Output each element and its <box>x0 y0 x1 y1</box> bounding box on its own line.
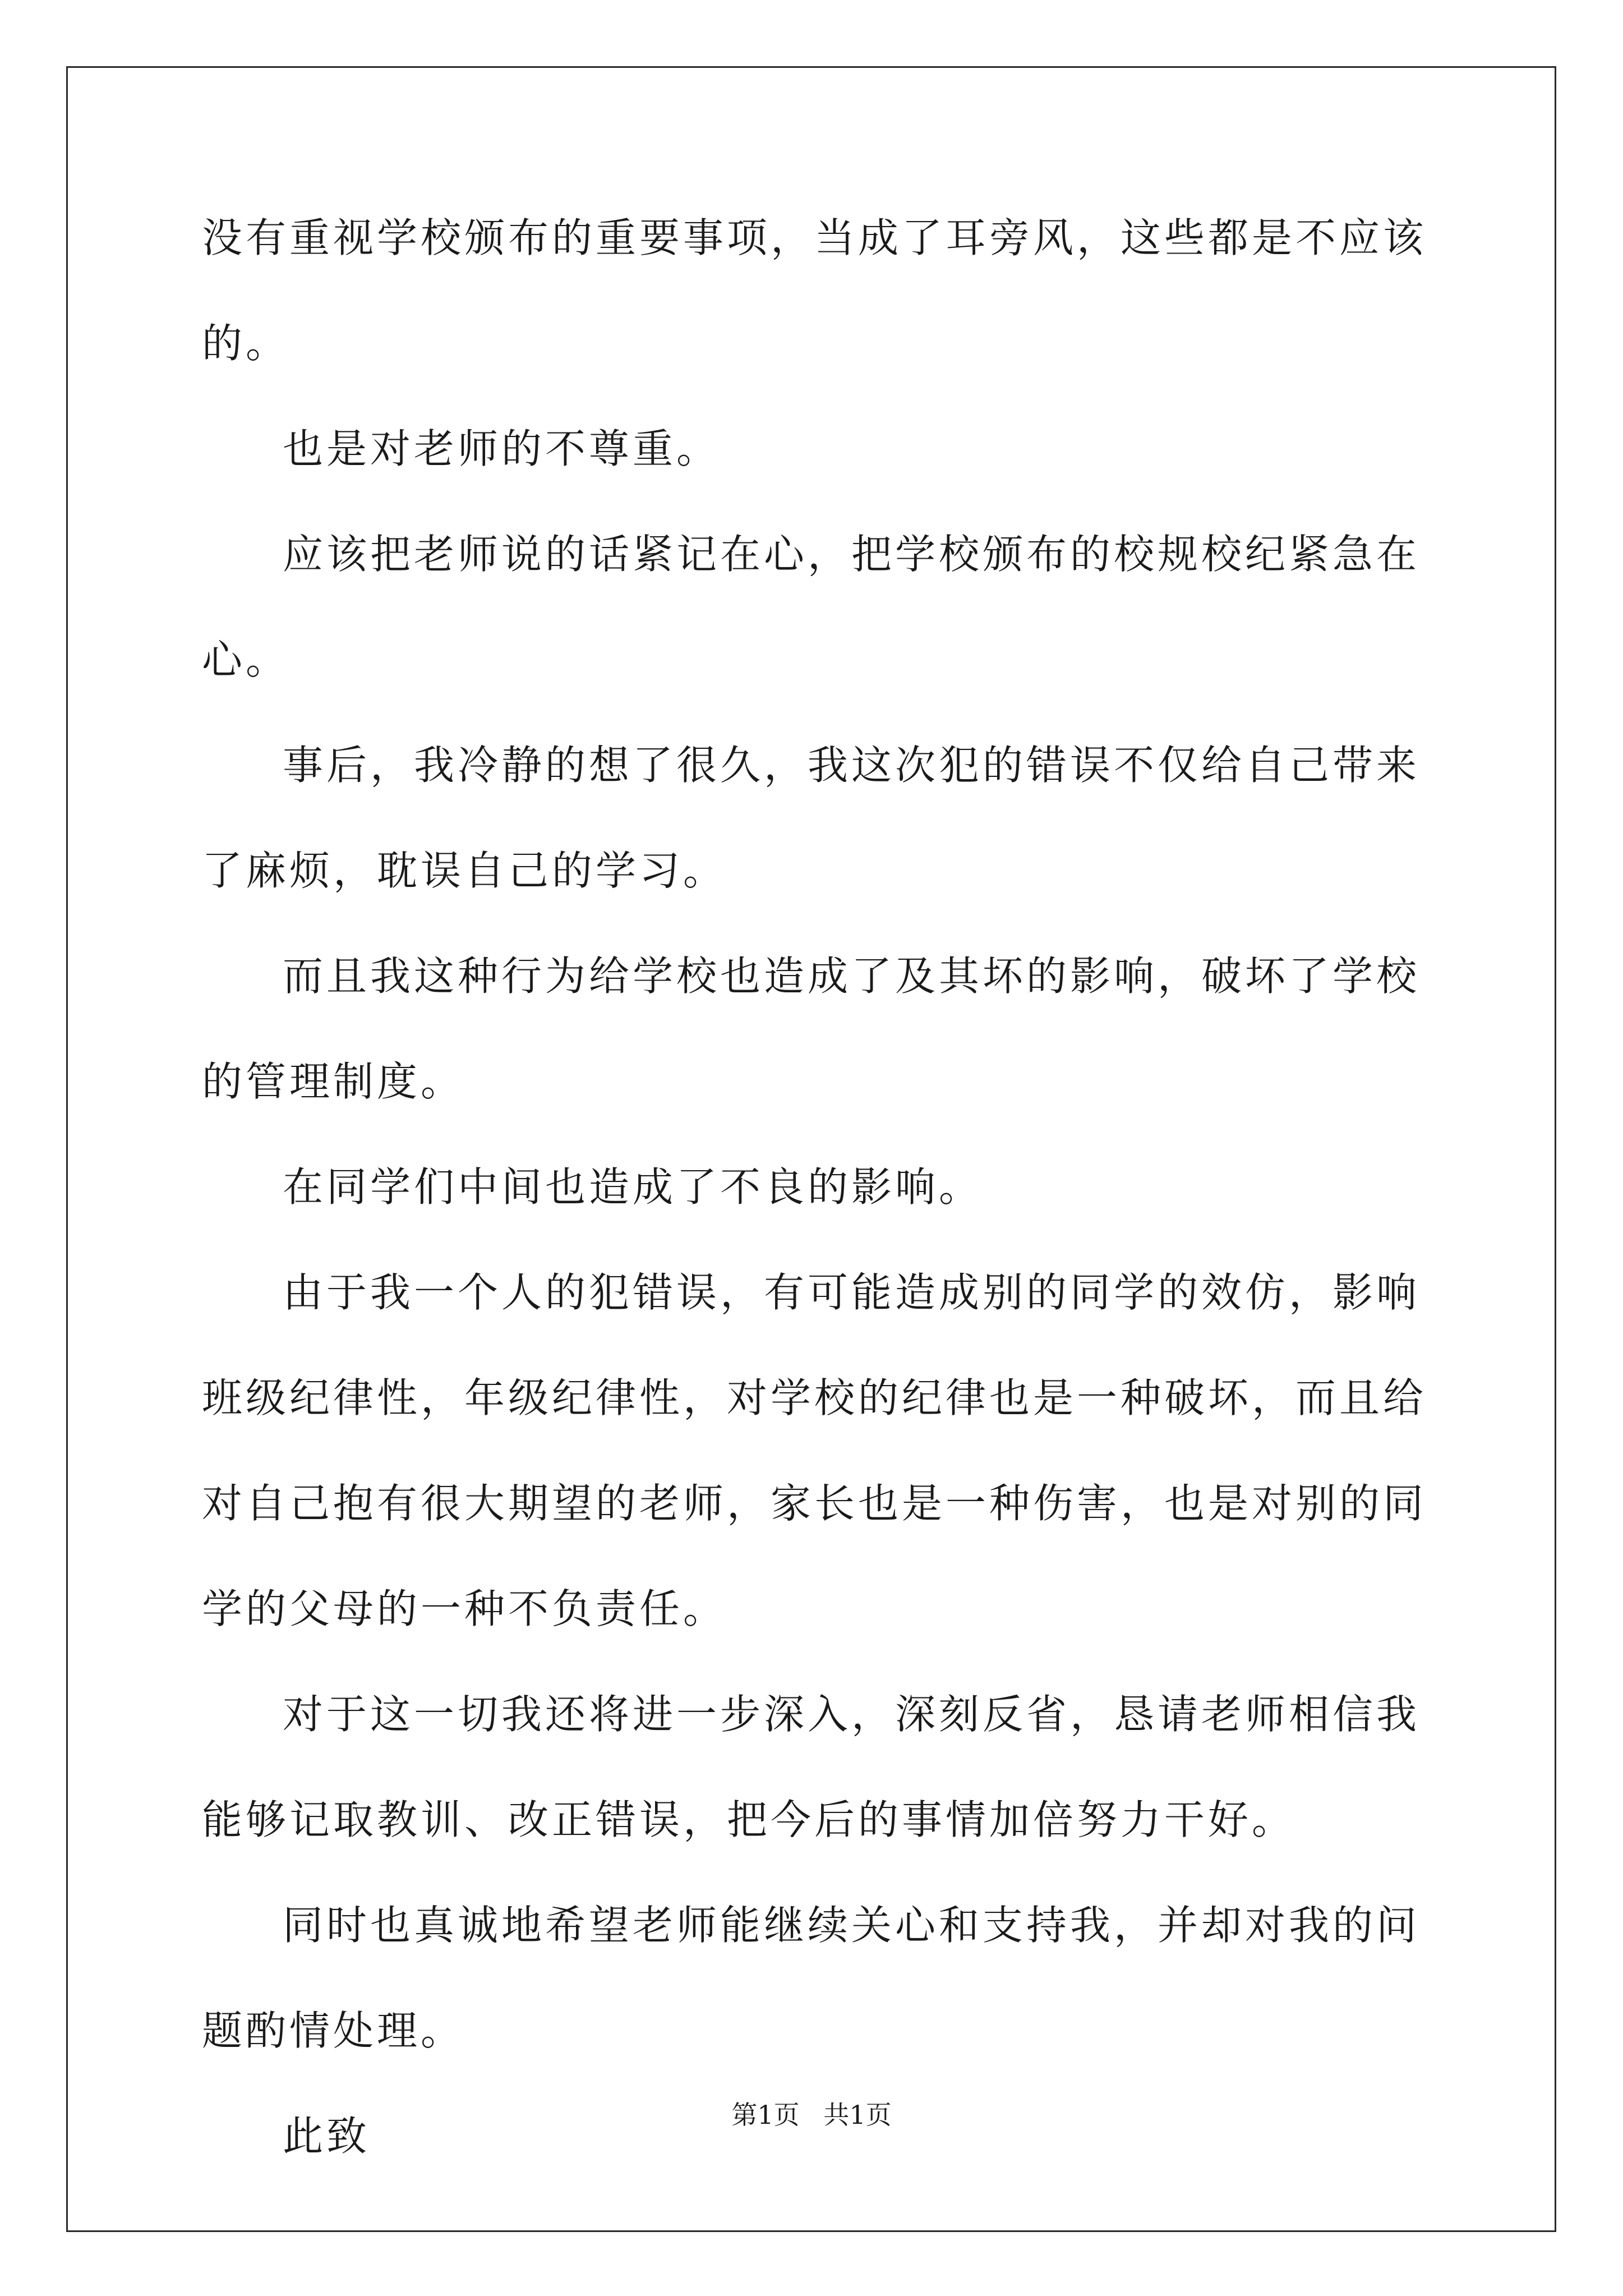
page-total: 共1页 <box>823 2100 892 2130</box>
paragraph-5: 而且我这种行为给学校也造成了及其坏的影响，破坏了学校的管理制度。 <box>202 953 1421 1105</box>
paragraph-4: 事后，我冷静的想了很久，我这次犯的错误不仅给自己带来了麻烦，耽误自己的学习。 <box>202 742 1421 894</box>
page-footer <box>0 2095 1623 2132</box>
paragraph-1: 没有重视学校颁布的重要事项，当成了耳旁风，这些都是不应该的。 <box>202 214 1427 367</box>
letter-body <box>202 185 1430 2189</box>
paragraph-2: 也是对老师的不尊重。 <box>283 425 721 472</box>
closing-salutation: 此致 <box>283 2113 371 2160</box>
paragraph-9: 同时也真诚地希望老师能继续关心和支持我，并却对我的问题酌情处理。 <box>202 1902 1421 2054</box>
paragraph-8: 对于这一切我还将进一步深入，深刻反省，恳请老师相信我能够记取教训、改正错误，把今后的事情加倍努力干好。 <box>202 1691 1421 1843</box>
paragraph-3: 应该把老师说的话紧记在心，把学校颁布的校规校纪紧急在心。 <box>202 531 1421 683</box>
paragraph-6: 在同学们中间也造成了不良的影响。 <box>283 1163 983 1211</box>
paragraph-7: 由于我一个人的犯错误，有可能造成别的同学的效仿，影响班级纪律性，年级纪律性，对学校的纪律也是一种破坏，而且给对自己抱有很大期望的老师，家长也是一种伤害，也是对别的同学的父母的一种不负责任。 <box>202 1269 1427 1632</box>
page-number: 第1页 <box>731 2100 800 2130</box>
